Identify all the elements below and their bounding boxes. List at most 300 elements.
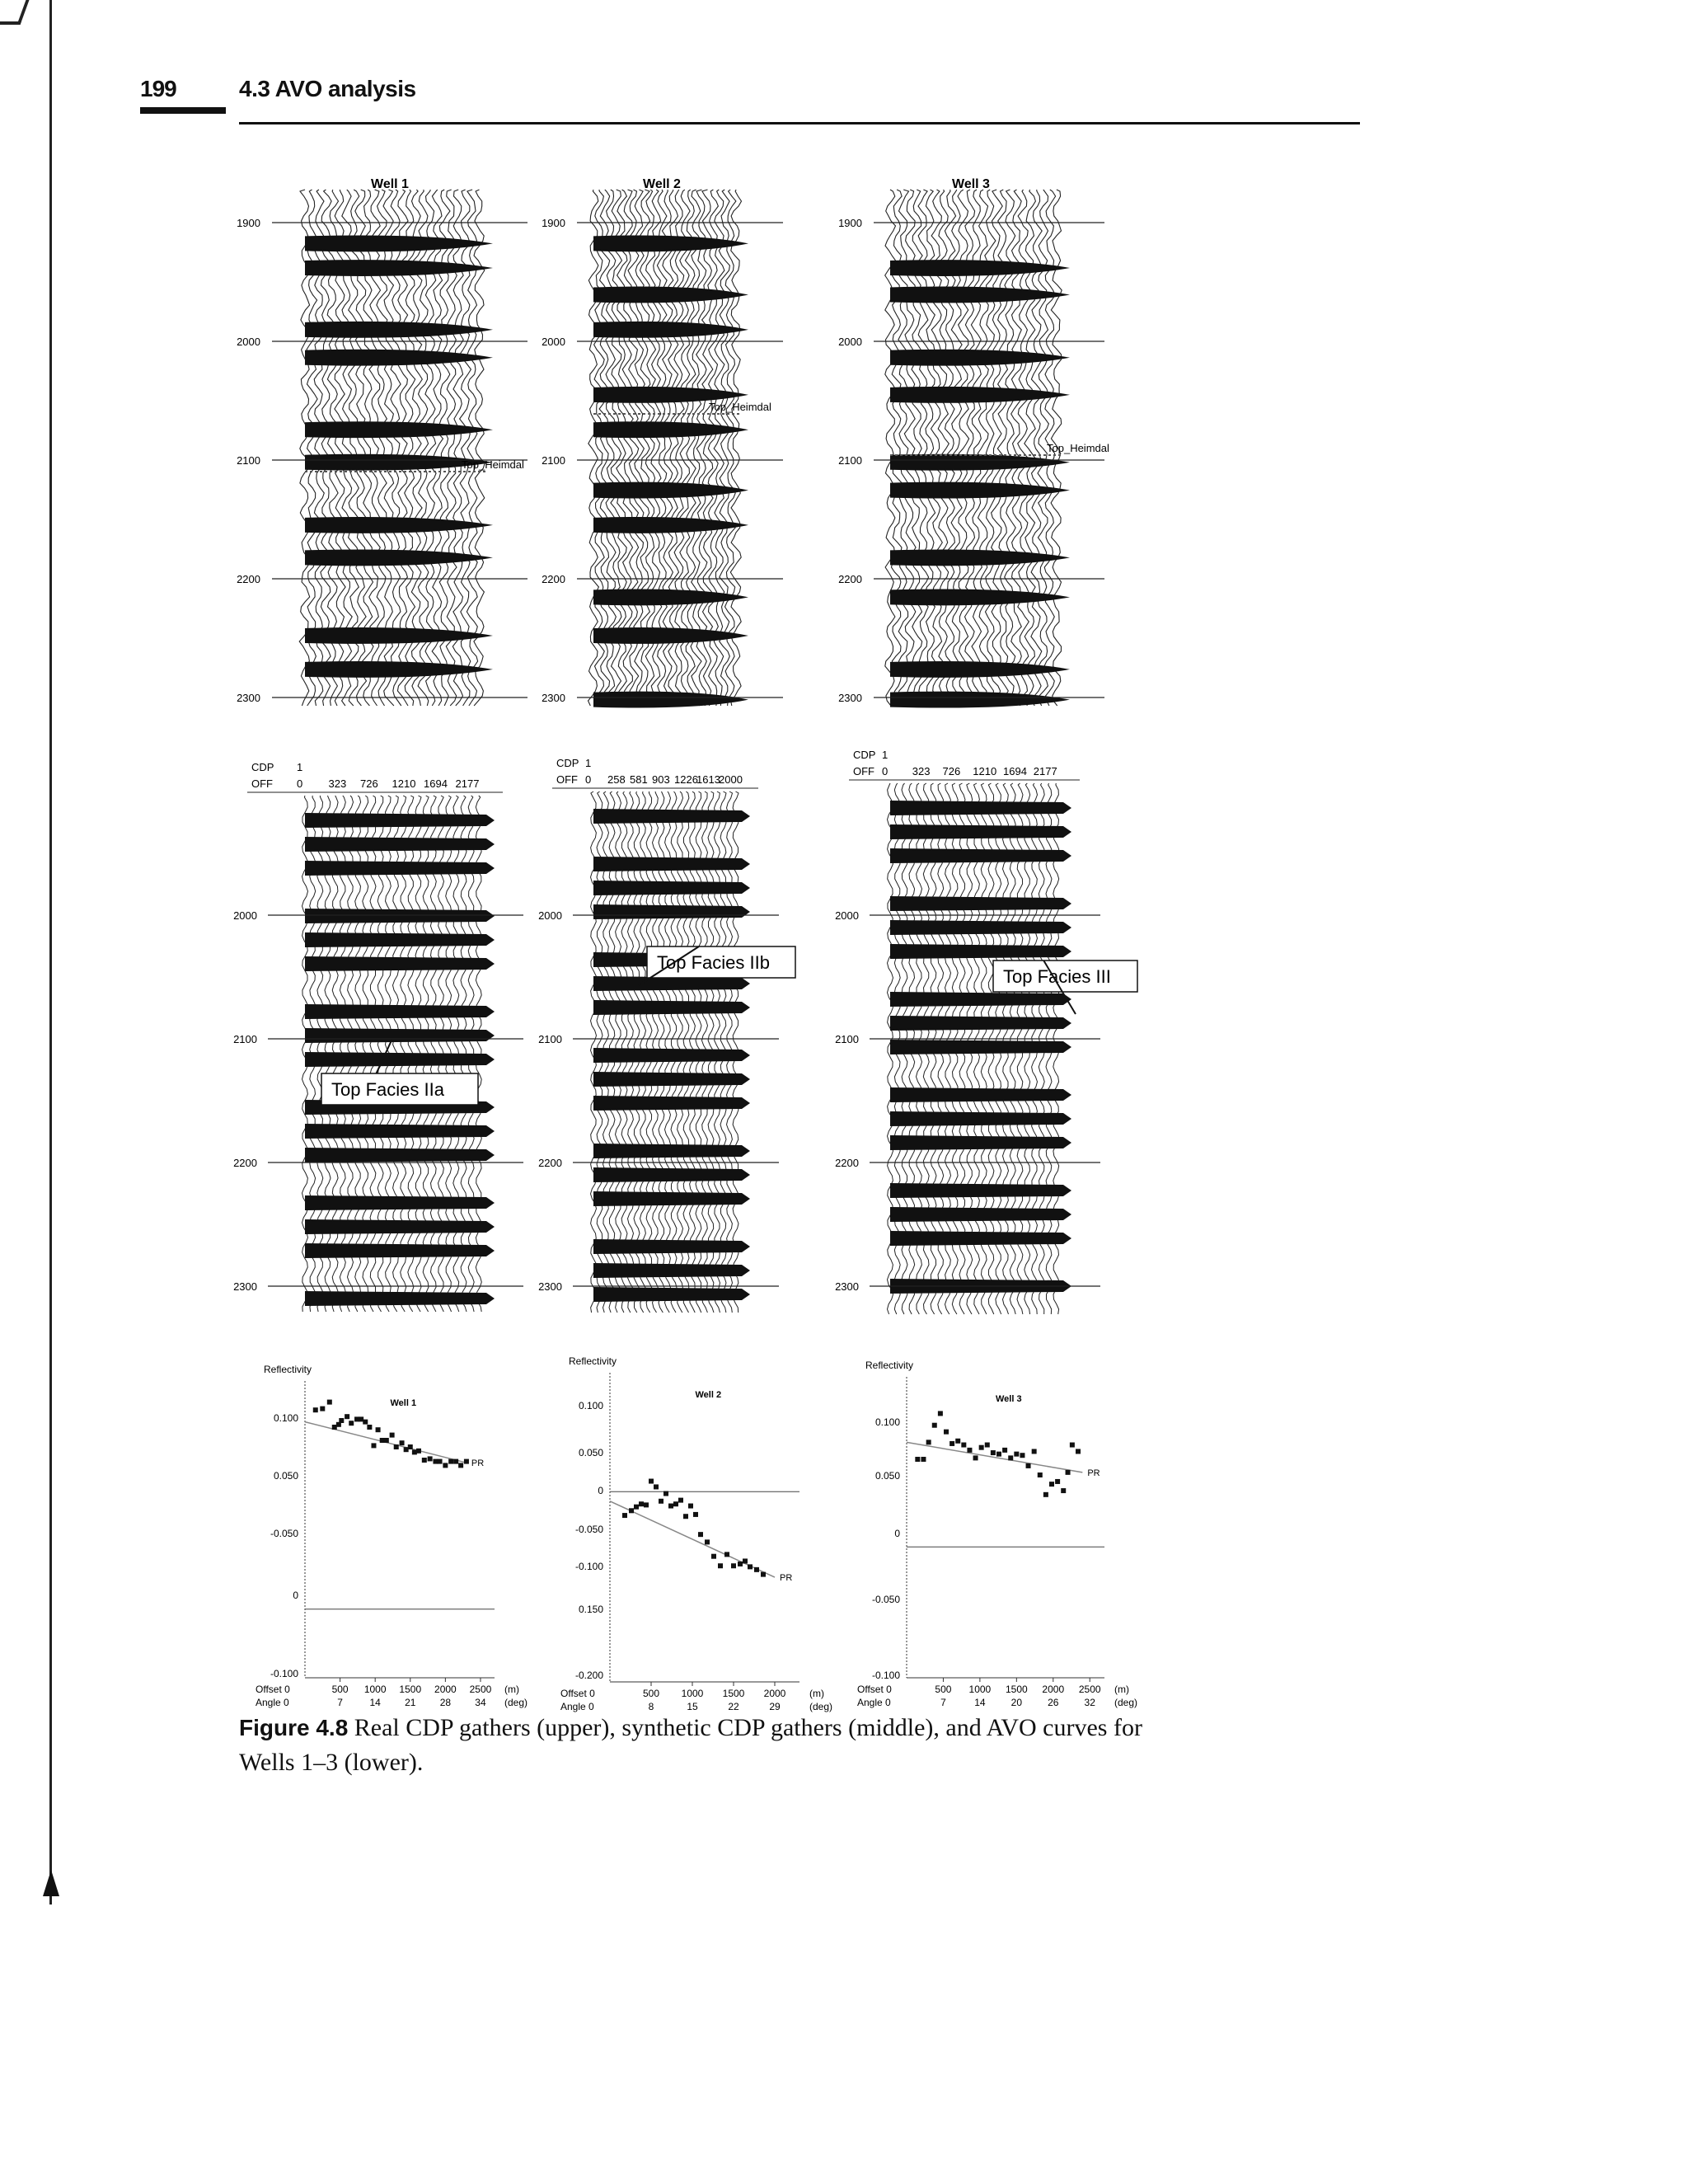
avo-offset-tick-label: 2000 bbox=[1042, 1684, 1065, 1695]
synthetic-gather-event bbox=[890, 992, 1071, 1007]
offset-label: 0 bbox=[585, 773, 592, 786]
real-time-label: 1900 bbox=[838, 217, 862, 229]
avo-data-point bbox=[464, 1459, 469, 1464]
real-time-label: 1900 bbox=[542, 217, 565, 229]
real-time-label: 2300 bbox=[542, 692, 565, 704]
avo-pr-label: PR bbox=[1087, 1468, 1100, 1478]
avo-data-point bbox=[367, 1425, 372, 1430]
avo-pr-label: PR bbox=[471, 1458, 485, 1469]
real-time-label: 2200 bbox=[237, 573, 260, 585]
avo-y-tick-label: -0.200 bbox=[574, 1670, 603, 1681]
synthetic-time-label: 2000 bbox=[538, 909, 562, 922]
real-gather-event bbox=[593, 589, 748, 605]
avo-y-tick-label: -0.100 bbox=[871, 1670, 900, 1681]
avo-offset-unit: (m) bbox=[809, 1688, 824, 1699]
real-gather-event bbox=[305, 549, 493, 566]
real-gather-event bbox=[305, 350, 493, 366]
synthetic-gather-event bbox=[890, 824, 1071, 839]
avo-y-tick-label: 0.050 bbox=[874, 1470, 900, 1482]
avo-offset-tick-label: 2500 bbox=[469, 1684, 492, 1695]
synthetic-time-label: 2000 bbox=[835, 909, 859, 922]
page-number-bar bbox=[140, 107, 226, 114]
avo-plot-1 bbox=[256, 1364, 528, 1708]
offset-label: 323 bbox=[328, 777, 347, 790]
real-gather-event bbox=[305, 421, 493, 438]
avo-y-axis-label: Reflectivity bbox=[569, 1355, 617, 1367]
avo-data-point bbox=[634, 1505, 639, 1510]
avo-data-point bbox=[1032, 1449, 1037, 1454]
avo-title: Well 2 bbox=[695, 1390, 722, 1400]
avo-data-point bbox=[644, 1502, 649, 1507]
avo-pr-label: PR bbox=[780, 1573, 793, 1584]
avo-data-point bbox=[1076, 1449, 1081, 1454]
avo-data-point bbox=[339, 1418, 344, 1423]
offset-label: 258 bbox=[607, 773, 626, 786]
real-gather-event bbox=[890, 350, 1070, 366]
real-gather-event bbox=[305, 661, 493, 678]
figure-caption-text: Real CDP gathers (upper), synthetic CDP gathers (middle), and AVO curves for Wells 1–3 (lower). bbox=[239, 1714, 1142, 1776]
synthetic-gather-event bbox=[305, 1124, 495, 1139]
avo-data-point bbox=[967, 1448, 972, 1453]
real-gather-event bbox=[305, 517, 493, 533]
section-title: 4.3 AVO analysis bbox=[239, 76, 416, 101]
avo-data-point bbox=[416, 1449, 421, 1454]
real-gather-event bbox=[305, 322, 493, 338]
synthetic-gather-event bbox=[890, 848, 1071, 863]
avo-data-point bbox=[349, 1421, 354, 1425]
figure-label: Figure 4.8 bbox=[239, 1715, 349, 1740]
avo-data-point bbox=[654, 1484, 659, 1489]
synthetic-gather-event bbox=[305, 1028, 495, 1043]
avo-y-axis-label: Reflectivity bbox=[264, 1364, 312, 1375]
off-label: OFF bbox=[556, 773, 578, 786]
avo-data-point bbox=[961, 1443, 966, 1448]
synthetic-time-label: 2100 bbox=[538, 1033, 562, 1045]
cdp-value: 1 bbox=[882, 749, 889, 761]
avo-angle-tick-label: 15 bbox=[687, 1701, 698, 1712]
avo-data-point bbox=[979, 1445, 984, 1450]
avo-offset-tick-label: 1500 bbox=[722, 1688, 745, 1699]
avo-data-point bbox=[376, 1427, 381, 1432]
offset-label: 2177 bbox=[455, 777, 480, 790]
synthetic-time-label: 2300 bbox=[835, 1280, 859, 1293]
avo-data-point bbox=[996, 1452, 1001, 1457]
avo-data-point bbox=[622, 1513, 627, 1518]
cdp-value: 1 bbox=[585, 757, 592, 769]
header-rule bbox=[239, 122, 1360, 124]
offset-label: 1210 bbox=[973, 765, 997, 777]
synthetic-gather-event bbox=[890, 1040, 1071, 1054]
figure-caption bbox=[239, 1711, 1195, 1780]
avo-data-point bbox=[991, 1450, 996, 1455]
synthetic-time-label: 2100 bbox=[835, 1033, 859, 1045]
synthetic-gather-event bbox=[890, 1087, 1071, 1102]
avo-angle-tick-label: 8 bbox=[648, 1701, 654, 1712]
avo-data-point bbox=[384, 1438, 389, 1443]
avo-y-tick-label: 0 bbox=[598, 1485, 603, 1496]
avo-data-point bbox=[443, 1463, 448, 1468]
avo-data-point bbox=[354, 1416, 359, 1421]
avo-offset-tick-label: 1000 bbox=[681, 1688, 704, 1699]
avo-data-point bbox=[404, 1447, 409, 1452]
avo-offset-tick-label: 1000 bbox=[968, 1684, 992, 1695]
synthetic-time-label: 2100 bbox=[233, 1033, 257, 1045]
synthetic-gather-event bbox=[593, 1263, 750, 1278]
avo-data-point bbox=[711, 1554, 716, 1559]
avo-data-point bbox=[1043, 1492, 1048, 1497]
avo-angle-tick-label: 20 bbox=[1010, 1697, 1023, 1708]
cdp-value: 1 bbox=[297, 761, 303, 773]
synthetic-gather-event bbox=[593, 1167, 750, 1182]
avo-angle-tick-label: 14 bbox=[974, 1697, 986, 1708]
avo-y-tick-label: 0.050 bbox=[578, 1447, 603, 1458]
synthetic-gather-event bbox=[305, 837, 495, 852]
real-gather-title: Well 3 bbox=[952, 177, 990, 191]
avo-angle-tick-label: 14 bbox=[369, 1697, 381, 1708]
avo-data-point bbox=[629, 1508, 634, 1513]
real-gather-1 bbox=[237, 177, 528, 706]
avo-data-point bbox=[950, 1441, 954, 1446]
top-heimdal-label: Top_Heimdal bbox=[462, 458, 524, 471]
synthetic-gather-event bbox=[305, 956, 495, 971]
real-time-label: 2300 bbox=[838, 692, 862, 704]
real-time-label: 2000 bbox=[838, 336, 862, 348]
avo-data-point bbox=[761, 1572, 766, 1577]
avo-data-point bbox=[754, 1567, 759, 1572]
avo-y-tick-label: -0.050 bbox=[574, 1524, 603, 1535]
cdp-label: CDP bbox=[556, 757, 579, 769]
synthetic-gather-event bbox=[593, 1048, 750, 1063]
synthetic-gather-event bbox=[593, 857, 750, 871]
avo-data-point bbox=[932, 1423, 937, 1428]
synthetic-gather-event bbox=[305, 1243, 495, 1258]
avo-data-point bbox=[705, 1539, 710, 1544]
avo-data-point bbox=[683, 1514, 688, 1519]
avo-angle-unit: (deg) bbox=[504, 1697, 528, 1708]
synthetic-gather-event bbox=[593, 1072, 750, 1087]
synthetic-gather-event bbox=[593, 1287, 750, 1302]
avo-offset-tick-label: 1500 bbox=[399, 1684, 422, 1695]
real-gather-title: Well 2 bbox=[643, 177, 681, 191]
synthetic-gather-event bbox=[890, 1231, 1071, 1246]
synthetic-gather-event bbox=[305, 861, 495, 876]
avo-offset-tick-label: 500 bbox=[642, 1688, 660, 1699]
avo-data-point bbox=[1026, 1463, 1031, 1468]
avo-data-point bbox=[938, 1411, 943, 1416]
cdp-label: CDP bbox=[251, 761, 274, 773]
avo-offset-unit: (m) bbox=[504, 1684, 519, 1695]
synthetic-gather-3 bbox=[835, 749, 1137, 1314]
synthetic-gather-event bbox=[305, 1004, 495, 1019]
page-number: 199 bbox=[140, 76, 176, 101]
avo-y-tick-label: -0.050 bbox=[270, 1528, 298, 1539]
synthetic-time-label: 2200 bbox=[835, 1157, 859, 1169]
avo-angle-label: Angle 0 bbox=[857, 1697, 891, 1708]
avo-data-point bbox=[313, 1407, 318, 1412]
real-gather-event bbox=[305, 627, 493, 644]
avo-offset-tick-label: 2000 bbox=[434, 1684, 457, 1695]
avo-data-point bbox=[400, 1440, 405, 1445]
avo-title: Well 1 bbox=[390, 1398, 417, 1408]
synthetic-gather-event bbox=[305, 932, 495, 947]
offset-label: 1613 bbox=[696, 773, 720, 786]
avo-angle-tick-label: 21 bbox=[405, 1697, 416, 1708]
avo-data-point bbox=[985, 1443, 990, 1448]
avo-angle-tick-label: 7 bbox=[940, 1697, 946, 1708]
avo-angle-label: Angle 0 bbox=[256, 1697, 289, 1708]
avo-offset-tick-label: 2500 bbox=[1078, 1684, 1101, 1695]
synthetic-gather-event bbox=[593, 1000, 750, 1015]
avo-offset-tick-label: 1500 bbox=[1005, 1684, 1028, 1695]
avo-y-tick-label: -0.050 bbox=[871, 1594, 900, 1605]
facies-callout-label: Top Facies IIb bbox=[657, 952, 770, 973]
avo-data-point bbox=[688, 1504, 693, 1509]
offset-label: 1694 bbox=[1003, 765, 1027, 777]
off-label: OFF bbox=[251, 777, 273, 790]
avo-data-point bbox=[659, 1499, 663, 1504]
figure-4-8 bbox=[231, 165, 1203, 1715]
running-header bbox=[140, 76, 1221, 127]
avo-data-point bbox=[955, 1439, 960, 1444]
avo-angle-tick-label: 34 bbox=[475, 1697, 486, 1708]
synthetic-gather-event bbox=[890, 920, 1071, 935]
avo-data-point bbox=[1049, 1482, 1054, 1487]
avo-data-point bbox=[422, 1458, 427, 1463]
real-time-label: 2200 bbox=[542, 573, 565, 585]
avo-angle-tick-label: 28 bbox=[439, 1697, 452, 1708]
synthetic-gather-event bbox=[593, 1191, 750, 1206]
real-gather-3 bbox=[838, 177, 1109, 708]
synthetic-gather-2 bbox=[538, 757, 795, 1313]
avo-data-point bbox=[390, 1433, 395, 1438]
avo-data-point bbox=[944, 1430, 949, 1435]
facies-callout-label: Top Facies III bbox=[1003, 966, 1111, 987]
avo-data-point bbox=[428, 1456, 433, 1461]
avo-data-point bbox=[738, 1562, 743, 1566]
avo-offset-tick-label: 1000 bbox=[363, 1684, 387, 1695]
offset-label: 323 bbox=[912, 765, 931, 777]
synthetic-time-label: 2200 bbox=[538, 1157, 562, 1169]
avo-angle-tick-label: 7 bbox=[337, 1697, 343, 1708]
avo-y-tick-label: 0.150 bbox=[578, 1604, 603, 1615]
avo-data-point bbox=[921, 1457, 926, 1462]
avo-data-point bbox=[408, 1444, 413, 1449]
avo-angle-tick-label: 29 bbox=[769, 1701, 781, 1712]
real-time-label: 2100 bbox=[542, 454, 565, 467]
offset-label: 2000 bbox=[719, 773, 743, 786]
offset-label: 726 bbox=[942, 765, 961, 777]
real-gather-event bbox=[890, 482, 1070, 499]
avo-y-tick-label: -0.100 bbox=[574, 1561, 603, 1572]
synthetic-gather-event bbox=[890, 1111, 1071, 1126]
avo-data-point bbox=[1061, 1488, 1066, 1493]
synthetic-gather-event bbox=[593, 1144, 750, 1158]
real-gather-event bbox=[593, 692, 748, 708]
avo-data-point bbox=[394, 1444, 399, 1449]
facies-callout-label: Top Facies IIa bbox=[331, 1079, 444, 1100]
avo-plot-3 bbox=[857, 1360, 1137, 1708]
real-time-label: 2200 bbox=[838, 573, 862, 585]
real-gather-event bbox=[890, 260, 1070, 276]
real-gather-event bbox=[593, 287, 748, 303]
real-time-label: 2000 bbox=[237, 336, 260, 348]
avo-data-point bbox=[748, 1564, 753, 1569]
avo-data-point bbox=[380, 1438, 385, 1443]
real-gather-event bbox=[593, 322, 748, 338]
avo-data-point bbox=[327, 1400, 332, 1405]
synthetic-gather-event bbox=[890, 1135, 1071, 1150]
real-time-label: 2100 bbox=[838, 454, 862, 467]
avo-data-point bbox=[693, 1512, 698, 1517]
avo-data-point bbox=[345, 1414, 349, 1419]
synthetic-gather-event bbox=[890, 1207, 1071, 1222]
synthetic-gather-event bbox=[593, 809, 750, 824]
synthetic-time-label: 2000 bbox=[233, 909, 257, 922]
avo-data-point bbox=[915, 1457, 920, 1462]
avo-offset-unit: (m) bbox=[1114, 1684, 1129, 1695]
synthetic-gather-event bbox=[305, 1052, 495, 1067]
synthetic-gather-event bbox=[593, 1239, 750, 1254]
real-gather-event bbox=[890, 589, 1070, 605]
avo-data-point bbox=[1014, 1452, 1019, 1457]
avo-y-tick-label: 0.100 bbox=[578, 1400, 603, 1411]
avo-offset-tick-label: 2000 bbox=[763, 1688, 786, 1699]
synthetic-gather-event bbox=[305, 1195, 495, 1210]
synthetic-gather-event bbox=[305, 1219, 495, 1234]
offset-label: 903 bbox=[652, 773, 670, 786]
avo-data-point bbox=[1020, 1453, 1025, 1458]
avo-angle-unit: (deg) bbox=[1114, 1697, 1138, 1708]
synthetic-gather-event bbox=[890, 896, 1071, 911]
offset-label: 2177 bbox=[1033, 765, 1057, 777]
avo-y-tick-label: 0.100 bbox=[273, 1412, 298, 1424]
avo-offset-label: Offset 0 bbox=[560, 1688, 595, 1699]
real-time-label: 1900 bbox=[237, 217, 260, 229]
avo-data-point bbox=[698, 1532, 703, 1537]
avo-data-point bbox=[320, 1407, 325, 1411]
offset-label: 0 bbox=[882, 765, 889, 777]
offset-label: 1694 bbox=[424, 777, 448, 790]
avo-data-point bbox=[332, 1425, 337, 1430]
real-gather-event bbox=[593, 627, 748, 644]
avo-data-point bbox=[718, 1563, 723, 1568]
avo-data-point bbox=[678, 1498, 683, 1503]
synthetic-time-label: 2300 bbox=[538, 1280, 562, 1293]
offset-label: 581 bbox=[630, 773, 648, 786]
avo-data-point bbox=[724, 1552, 729, 1557]
real-gather-event bbox=[593, 421, 748, 438]
avo-plot-2 bbox=[560, 1355, 832, 1712]
avo-angle-tick-label: 22 bbox=[728, 1701, 739, 1712]
avo-y-tick-label: 0.100 bbox=[874, 1416, 900, 1428]
avo-data-point bbox=[663, 1491, 668, 1496]
avo-data-point bbox=[359, 1416, 363, 1421]
avo-data-point bbox=[453, 1459, 458, 1464]
synthetic-gather-event bbox=[890, 1183, 1071, 1198]
avo-data-point bbox=[1008, 1455, 1013, 1460]
synthetic-gather-event bbox=[593, 904, 750, 919]
avo-data-point bbox=[1055, 1479, 1060, 1484]
offset-label: 1210 bbox=[392, 777, 416, 790]
avo-data-point bbox=[363, 1420, 368, 1425]
top-heimdal-label: Top_Heimdal bbox=[1047, 442, 1109, 454]
avo-data-point bbox=[1066, 1470, 1071, 1475]
avo-data-point bbox=[1070, 1443, 1075, 1448]
page-binding-edge bbox=[49, 0, 52, 1905]
page-fold-mark bbox=[43, 1870, 59, 1896]
avo-y-tick-label: 0.050 bbox=[273, 1470, 298, 1482]
real-gather-title: Well 1 bbox=[371, 177, 409, 191]
synthetic-gather-event bbox=[890, 801, 1071, 815]
synthetic-time-label: 2300 bbox=[233, 1280, 257, 1293]
avo-data-point bbox=[973, 1455, 978, 1460]
avo-y-tick-label: 0 bbox=[293, 1590, 298, 1601]
synthetic-time-label: 2200 bbox=[233, 1157, 257, 1169]
avo-data-point bbox=[458, 1463, 463, 1468]
avo-data-point bbox=[438, 1459, 443, 1464]
offset-label: 1226 bbox=[674, 773, 698, 786]
avo-data-point bbox=[673, 1501, 678, 1506]
avo-angle-tick-label: 32 bbox=[1084, 1697, 1095, 1708]
avo-y-tick-label: 0 bbox=[894, 1528, 900, 1539]
real-gather-event bbox=[890, 287, 1070, 303]
avo-pr-trend-line bbox=[907, 1442, 1082, 1472]
avo-data-point bbox=[668, 1504, 673, 1509]
avo-data-point bbox=[412, 1449, 417, 1454]
page-crop-mark bbox=[0, 0, 29, 25]
synthetic-gather-1 bbox=[233, 761, 523, 1312]
avo-data-point bbox=[926, 1440, 931, 1444]
avo-data-point bbox=[639, 1501, 644, 1506]
off-label: OFF bbox=[853, 765, 874, 777]
synthetic-gather-event bbox=[305, 813, 495, 828]
avo-y-axis-label: Reflectivity bbox=[865, 1360, 914, 1371]
avo-angle-unit: (deg) bbox=[809, 1701, 833, 1712]
cdp-label: CDP bbox=[853, 749, 876, 761]
synthetic-gather-event bbox=[305, 1291, 495, 1306]
offset-label: 0 bbox=[297, 777, 303, 790]
real-time-label: 2000 bbox=[542, 336, 565, 348]
synthetic-gather-event bbox=[305, 1148, 495, 1162]
avo-data-point bbox=[1002, 1448, 1007, 1453]
avo-data-point bbox=[743, 1558, 748, 1563]
synthetic-gather-event bbox=[890, 944, 1071, 959]
top-heimdal-label: Top_Heimdal bbox=[709, 401, 771, 413]
avo-angle-tick-label: 26 bbox=[1048, 1697, 1059, 1708]
avo-title: Well 3 bbox=[996, 1394, 1022, 1404]
real-gather-event bbox=[890, 454, 1070, 471]
avo-angle-label: Angle 0 bbox=[560, 1701, 594, 1712]
avo-y-tick-label: -0.100 bbox=[270, 1668, 298, 1679]
avo-data-point bbox=[1038, 1472, 1043, 1477]
avo-data-point bbox=[371, 1443, 376, 1448]
avo-data-point bbox=[433, 1459, 438, 1464]
avo-data-point bbox=[731, 1563, 736, 1568]
offset-label: 726 bbox=[360, 777, 378, 790]
synthetic-gather-event bbox=[305, 909, 495, 923]
avo-data-point bbox=[448, 1459, 453, 1464]
real-time-label: 2300 bbox=[237, 692, 260, 704]
avo-offset-label: Offset 0 bbox=[857, 1684, 892, 1695]
real-time-label: 2100 bbox=[237, 454, 260, 467]
avo-offset-tick-label: 500 bbox=[935, 1684, 952, 1695]
real-gather-2 bbox=[542, 177, 783, 708]
real-gather-event bbox=[890, 692, 1070, 708]
avo-offset-label: Offset 0 bbox=[256, 1684, 290, 1695]
real-gather-event bbox=[593, 235, 748, 251]
real-gather-event bbox=[305, 260, 493, 276]
avo-offset-tick-label: 500 bbox=[331, 1684, 349, 1695]
